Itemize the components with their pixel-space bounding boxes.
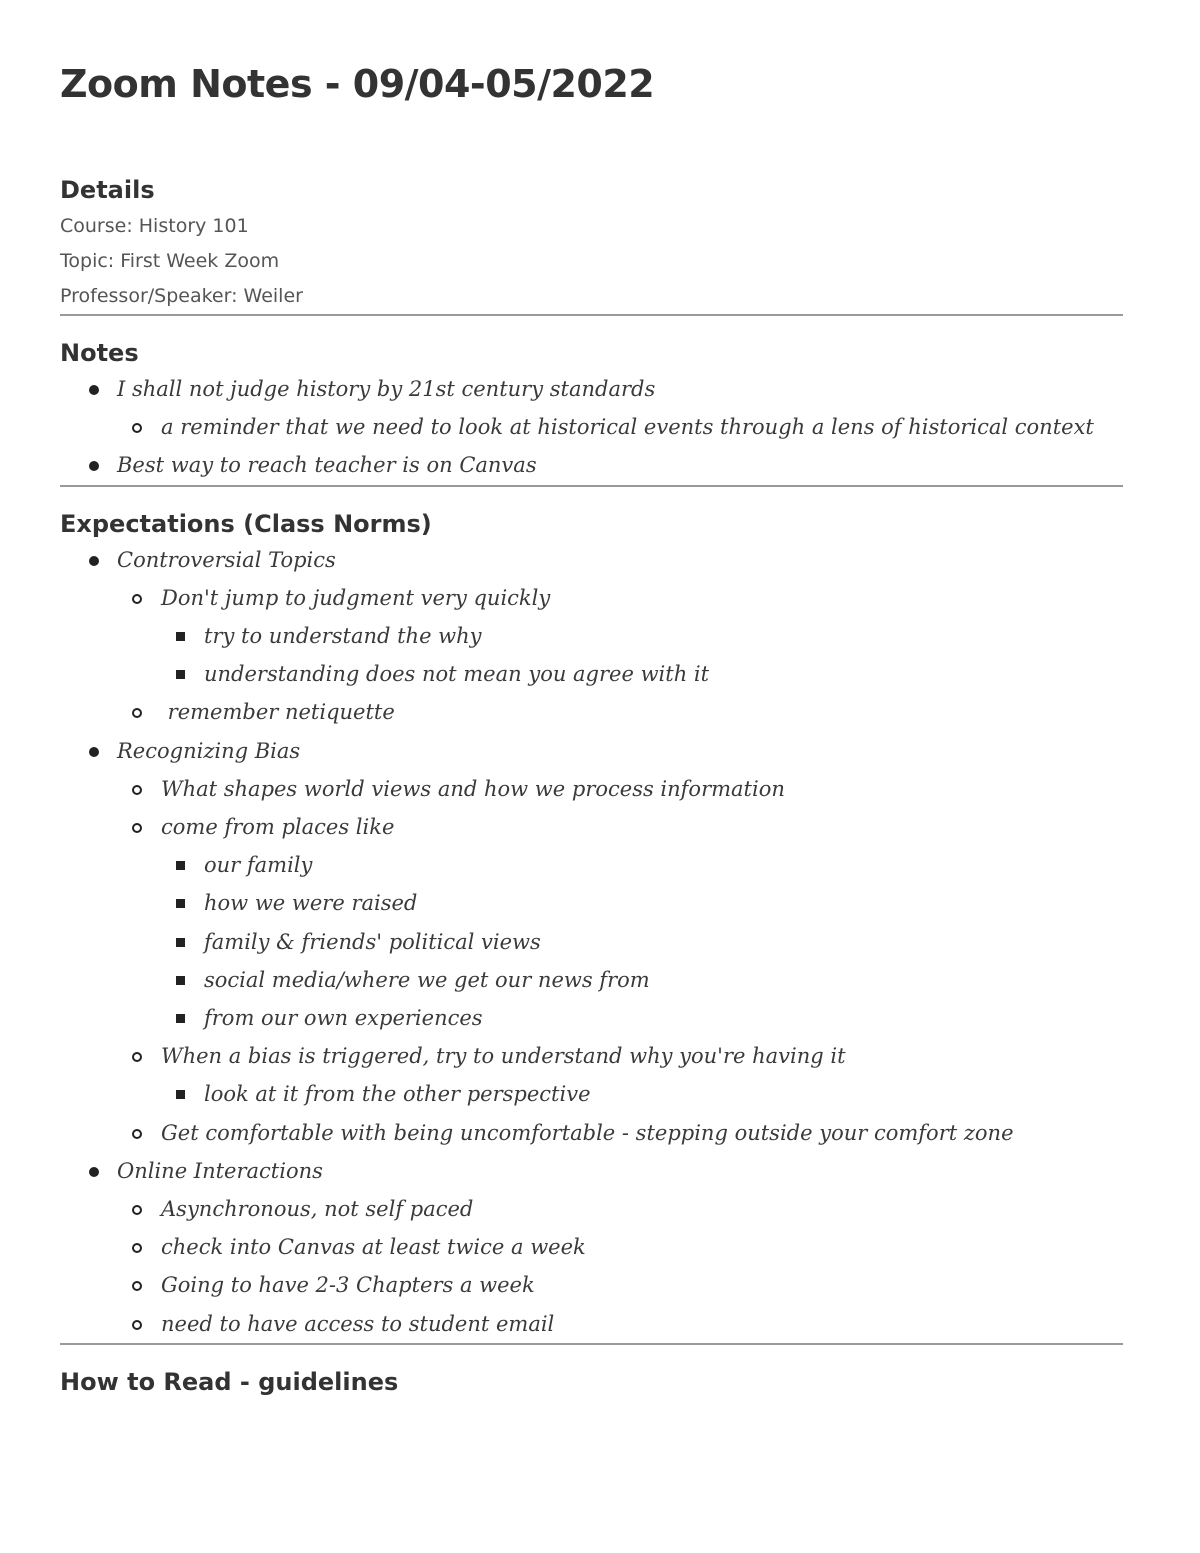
list-item: [60, 999, 1123, 1037]
list-item: [60, 655, 1123, 693]
list-item: [60, 1228, 1123, 1266]
list-item-text: When a bias is triggered, try to understand why you're having it: [161, 1044, 846, 1069]
how-to-read-section: [60, 1365, 1123, 1399]
notes-page: [60, 58, 1123, 1399]
list-item: [60, 961, 1123, 999]
list-item: [60, 1266, 1123, 1304]
list-item: [60, 1305, 1123, 1343]
list-item-text: Recognizing Bias: [117, 738, 301, 763]
square-bullet-icon: [176, 899, 185, 908]
square-bullet-icon: [176, 1090, 185, 1099]
list-item-text: remember netiquette: [161, 700, 395, 725]
list-item-text: check into Canvas at least twice a week: [161, 1235, 586, 1260]
list-item: [60, 923, 1123, 961]
list-item-text: Controversial Topics: [117, 547, 336, 572]
filled-circle-bullet-icon: [89, 556, 99, 566]
list-item: [60, 732, 1123, 770]
list-item: [60, 770, 1123, 808]
filled-circle-bullet-icon: [89, 747, 99, 757]
square-bullet-icon: [176, 861, 185, 870]
list-item-text: Get comfortable with being uncomfortable - stepping outside your comfort zone: [161, 1120, 1014, 1145]
square-bullet-icon: [176, 976, 185, 985]
expectations-list: [60, 541, 1123, 1343]
square-bullet-icon: [176, 670, 185, 679]
section-divider: [60, 485, 1123, 487]
list-item-text: try to understand the why: [204, 624, 482, 649]
hollow-circle-bullet-icon: [132, 1129, 142, 1139]
filled-circle-bullet-icon: [89, 385, 99, 395]
details-heading: Details: [60, 176, 155, 204]
list-item: [60, 541, 1123, 579]
hollow-circle-bullet-icon: [132, 708, 142, 718]
list-item-text: need to have access to student email: [161, 1311, 555, 1336]
list-item: [60, 693, 1123, 731]
hollow-circle-bullet-icon: [132, 823, 142, 833]
list-item: [60, 884, 1123, 922]
list-item-text: how we were raised: [204, 891, 418, 916]
list-item-text: I shall not judge history by 21st century standards: [117, 377, 656, 401]
square-bullet-icon: [176, 632, 185, 641]
list-item-text: look at it from the other perspective: [204, 1082, 591, 1107]
hollow-circle-bullet-icon: [132, 1243, 142, 1253]
hollow-circle-bullet-icon: [132, 1320, 142, 1330]
list-item-text: What shapes world views and how we process information: [161, 776, 785, 801]
list-item-text: from our own experiences: [204, 1006, 483, 1031]
list-item: [60, 1152, 1123, 1190]
filled-circle-bullet-icon: [89, 461, 99, 471]
filled-circle-bullet-icon: [89, 1167, 99, 1177]
section-divider: [60, 314, 1123, 316]
list-item-text: Going to have 2-3 Chapters a week: [161, 1273, 535, 1298]
list-item: [60, 846, 1123, 884]
professor-line: Professor/Speaker: Weiler: [60, 285, 303, 307]
hollow-circle-bullet-icon: [132, 594, 142, 604]
list-item-text: our family: [204, 853, 313, 878]
list-item: [60, 1037, 1123, 1075]
topic-line: Topic: First Week Zoom: [60, 250, 280, 272]
list-item-text: family & friends' political views: [204, 929, 541, 954]
list-item-text: Asynchronous, not self paced: [161, 1197, 474, 1222]
list-item-text: Online Interactions: [117, 1158, 323, 1183]
hollow-circle-bullet-icon: [132, 423, 142, 433]
list-item: [60, 408, 1123, 446]
section-divider: [60, 1343, 1123, 1345]
list-item: [60, 446, 1123, 484]
list-item-text: a reminder that we need to look at historical events through a lens of historical context: [161, 415, 1094, 440]
list-item: [60, 808, 1123, 846]
hollow-circle-bullet-icon: [132, 1281, 142, 1291]
list-item: [60, 617, 1123, 655]
list-item-text: understanding does not mean you agree with it: [204, 662, 710, 687]
course-line: Course: History 101: [60, 215, 249, 237]
notes-list: [60, 370, 1123, 485]
how-to-read-heading: How to Read - guidelines: [60, 1367, 399, 1396]
hollow-circle-bullet-icon: [132, 785, 142, 795]
hollow-circle-bullet-icon: [132, 1205, 142, 1215]
list-item-text: Don't jump to judgment very quickly: [161, 585, 551, 610]
list-item: [60, 1114, 1123, 1152]
expectations-heading: Expectations (Class Norms): [60, 509, 432, 538]
details-section: [60, 173, 1123, 314]
list-item: [60, 579, 1123, 617]
expectations-section: [60, 507, 1123, 1343]
notes-heading: Notes: [60, 339, 139, 367]
notes-section: [60, 336, 1123, 485]
list-item: [60, 370, 1123, 408]
list-item-text: come from places like: [161, 815, 395, 840]
list-item: [60, 1190, 1123, 1228]
hollow-circle-bullet-icon: [132, 1052, 142, 1062]
list-item: [60, 1075, 1123, 1113]
square-bullet-icon: [176, 1014, 185, 1023]
list-item-text: Best way to reach teacher is on Canvas: [117, 453, 537, 478]
list-item-text: social media/where we get our news from: [204, 967, 650, 992]
square-bullet-icon: [176, 938, 185, 947]
page-title: Zoom Notes - 09/04-05/2022: [60, 62, 655, 106]
